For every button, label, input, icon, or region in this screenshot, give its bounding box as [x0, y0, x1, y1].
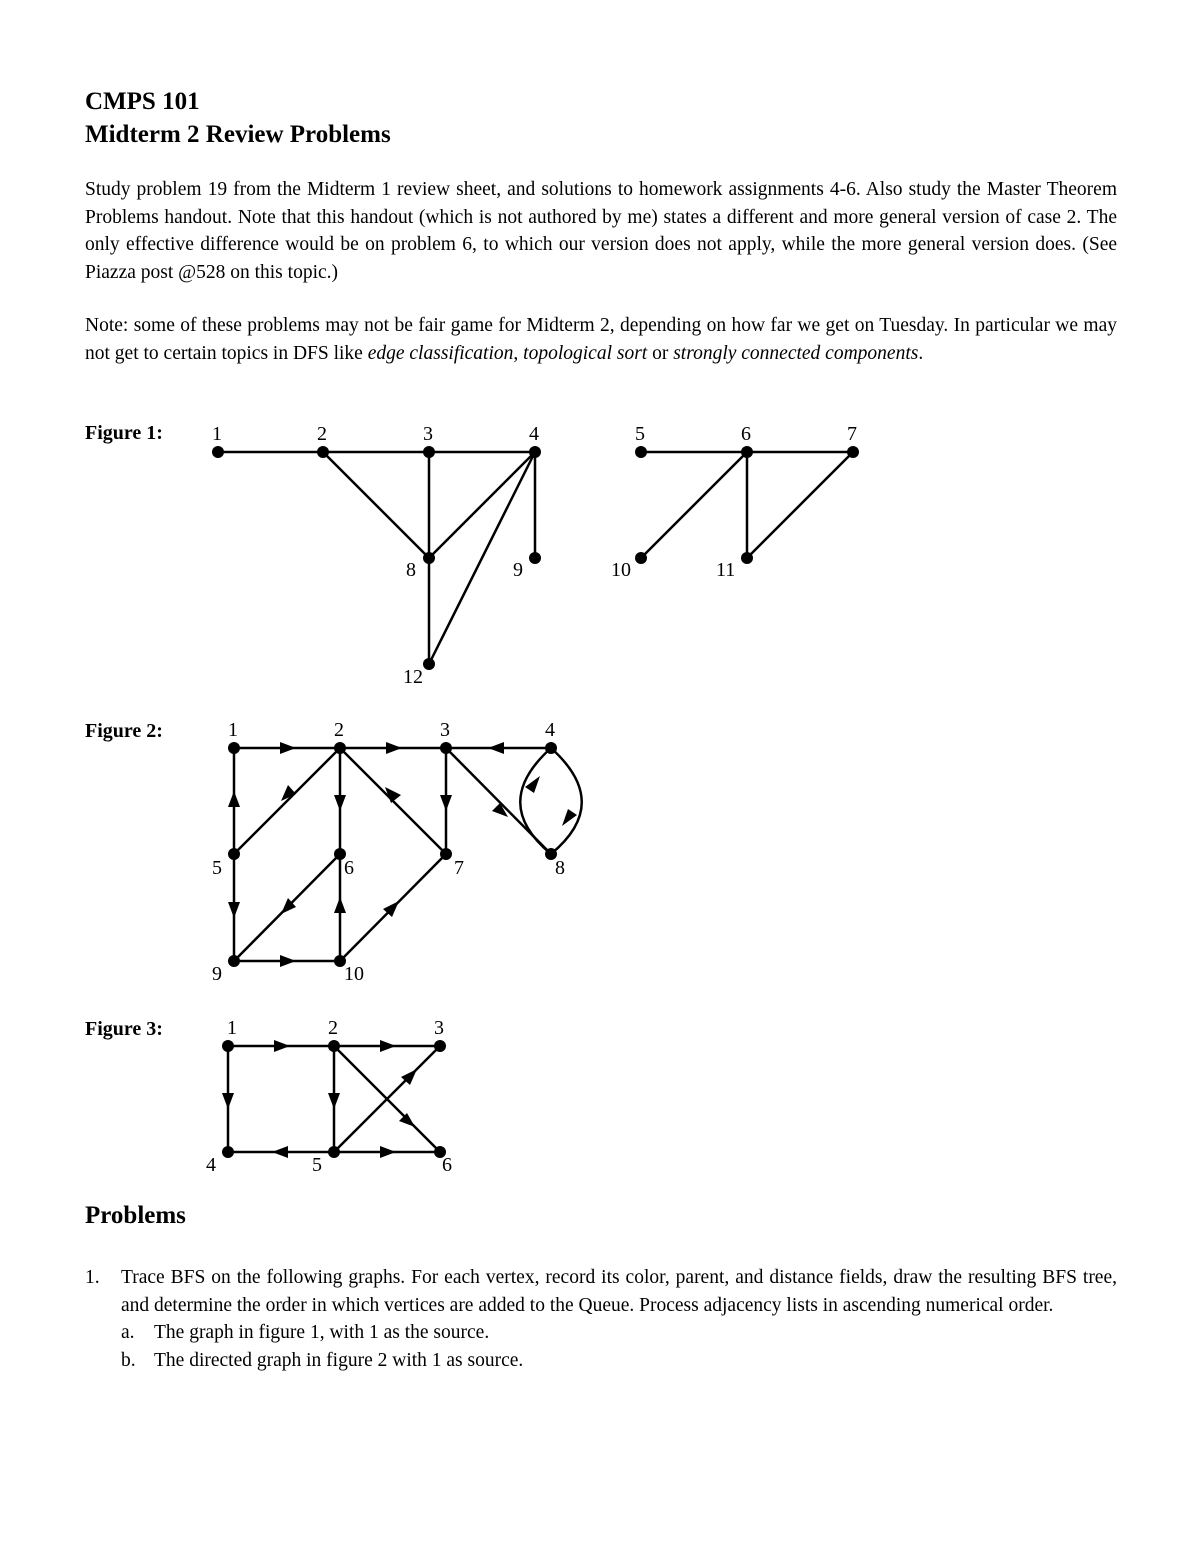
arrow-2-3: [380, 1040, 396, 1052]
subproblem-a: [121, 1319, 1117, 1347]
vertex-label-2: 2: [334, 719, 344, 741]
vertex-label-6: 6: [741, 423, 751, 445]
vertex-label-8: 8: [555, 857, 565, 879]
subproblem-text: The directed graph in figure 2 with 1 as source.: [154, 1349, 524, 1371]
vertex-1: [222, 1040, 234, 1052]
figure-1-label: Figure 1:: [85, 422, 163, 444]
vertex-label-11: 11: [716, 559, 736, 581]
course-title: CMPS 101: [85, 88, 200, 115]
note-text: Note: some of these problems may not be fair game for Midterm 2, depending on how far we get on Tuesday. In particular we may not get to certain topics in DFS like: [85, 315, 1117, 364]
vertex-label-5: 5: [212, 857, 222, 879]
vertex-label-6: 6: [344, 857, 354, 879]
vertex-label-5: 5: [312, 1154, 322, 1176]
vertex-label-3: 3: [434, 1017, 444, 1039]
arrow-1-2: [274, 1040, 290, 1052]
arrow-2-5: [328, 1093, 340, 1109]
em-strongly-connected: strongly connected components: [673, 342, 919, 364]
vertex-label-12: 12: [403, 666, 423, 688]
em-topological-sort: topological sort: [523, 342, 648, 364]
page-title: Midterm 2 Review Problems: [85, 121, 391, 148]
problem-text: Trace BFS on the following graphs. For each vertex, record its color, parent, and distance fields, draw the resulting BFS tree, and determine the order in which vertices are added to the Queue. Process adjacency lists in ascending numerical order.: [121, 1267, 1117, 1316]
subproblem-letter: a.: [121, 1322, 135, 1343]
intro-paragraph-1: Study problem 19 from the Midterm 1 review sheet, and solutions to homework assignments 4-6. Also study the Master Theorem Problems handout. Note that this handout (which is not authored by me) states a different and more general version of case 2. The only effective difference would be on problem 6, to which our version does not apply, while the more general version does. (See Piazza post @528 on this topic.): [85, 179, 1117, 283]
vertex-label-7: 7: [847, 423, 857, 445]
period: .: [918, 342, 924, 364]
vertex-label-10: 10: [611, 559, 631, 581]
subproblem-text: The graph in figure 1, with 1 as the source.: [154, 1322, 490, 1343]
vertex-label-7: 7: [454, 857, 464, 879]
vertex-label-2: 2: [328, 1017, 338, 1039]
arrow-5-6: [380, 1146, 396, 1158]
vertex-label-4: 4: [545, 719, 555, 741]
vertex-label-4: 4: [206, 1154, 216, 1176]
vertex-label-2: 2: [317, 423, 327, 445]
subproblem-b: [121, 1347, 1117, 1375]
vertex-5: [328, 1146, 340, 1158]
vertex-label-4: 4: [529, 423, 539, 445]
arrow-5-4: [272, 1146, 288, 1158]
figure-3-label: Figure 3:: [85, 1018, 163, 1040]
vertex-label-3: 3: [423, 423, 433, 445]
separator: or: [647, 342, 674, 364]
vertex-label-9: 9: [513, 559, 523, 581]
problems-heading: Problems: [85, 1202, 186, 1229]
subproblem-letter: b.: [121, 1349, 136, 1371]
vertex-label-1: 1: [212, 423, 222, 445]
vertex-label-6: 6: [442, 1154, 452, 1176]
vertex-label-1: 1: [228, 719, 238, 741]
em-edge-classification: edge classification: [367, 342, 514, 364]
separator: ,: [513, 342, 524, 364]
vertex-label-10: 10: [344, 963, 364, 985]
vertex-label-1: 1: [227, 1017, 237, 1039]
problem-number: 1.: [85, 1267, 100, 1288]
vertex-label-5: 5: [635, 423, 645, 445]
vertex-label-8: 8: [406, 559, 416, 581]
vertex-4: [222, 1146, 234, 1158]
arrow-1-4: [222, 1093, 234, 1109]
vertex-3: [434, 1040, 446, 1052]
problem-1: [85, 1264, 1117, 1374]
vertex-label-9: 9: [212, 963, 222, 985]
vertex-label-3: 3: [440, 719, 450, 741]
vertex-2: [328, 1040, 340, 1052]
figure-2-label: Figure 2:: [85, 720, 163, 742]
